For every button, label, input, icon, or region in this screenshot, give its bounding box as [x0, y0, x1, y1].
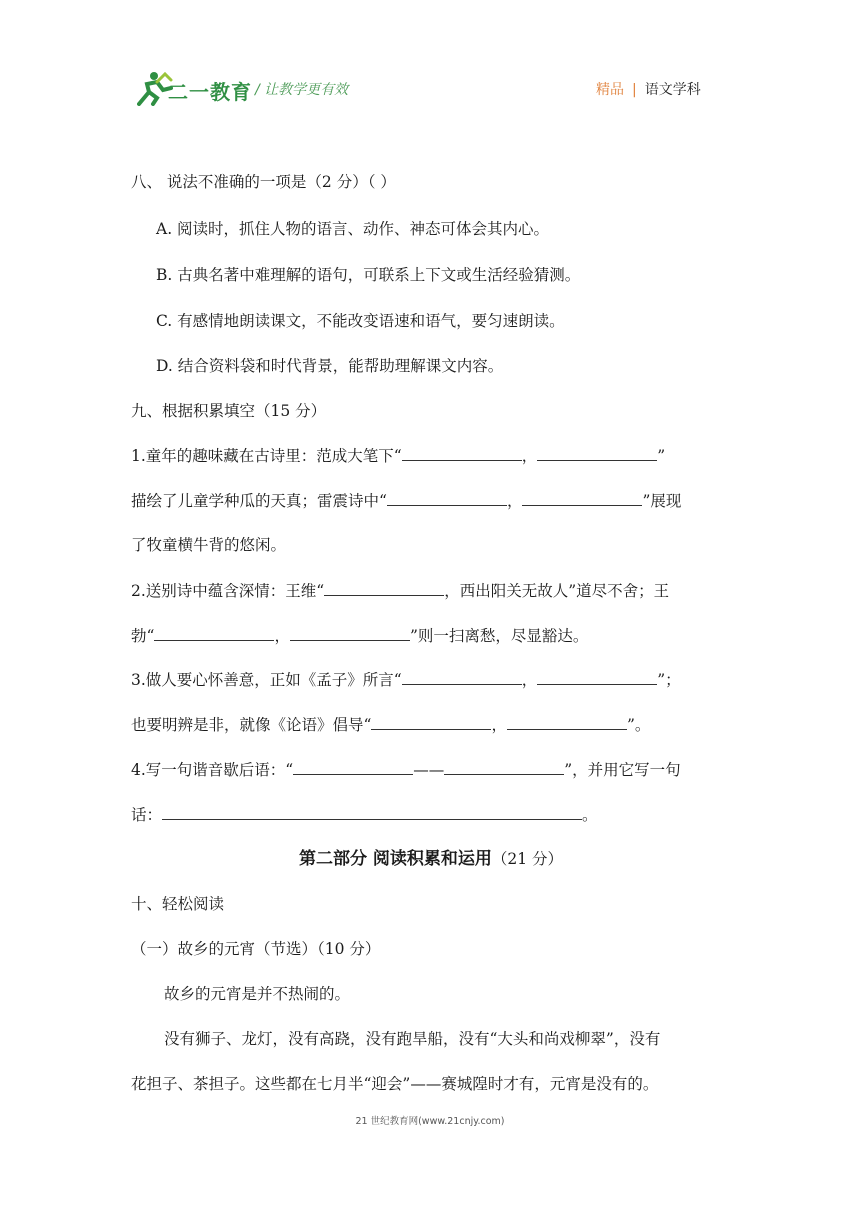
text-segment: ”。 [626, 716, 651, 734]
answer-blank[interactable] [387, 490, 507, 506]
answer-blank[interactable] [537, 445, 657, 461]
part-2-title: 第二部分 阅读积累和运用 [298, 849, 492, 869]
answer-blank[interactable] [154, 625, 274, 641]
text-segment: ， [491, 716, 507, 734]
question-9-item-2-line-2 [131, 625, 588, 646]
question-8-option-a: A. 阅读时，抓住人物的语言、动作、神态可体会其内心。 [156, 220, 550, 238]
subject-label [596, 79, 701, 99]
brand-logo-text: 二一教育 [168, 80, 252, 104]
brand-slogan: / 让教学更有效 [255, 82, 349, 98]
question-8-title: 八、 说法不准确的一项是（2 分）（ ） [131, 173, 396, 191]
text-segment: ”，并用它写一句 [564, 761, 681, 779]
answer-blank[interactable] [537, 669, 657, 685]
reading-passage-title: （一）故乡的元宵（节选）（10 分） [131, 940, 381, 958]
question-10-title: 十、轻松阅读 [131, 895, 225, 913]
text-segment: ， [521, 447, 538, 465]
question-9-item-1-line-1 [131, 445, 665, 466]
text-segment: ， [274, 627, 290, 645]
page-header [0, 0, 860, 120]
text-segment: ， [506, 492, 523, 510]
text-segment: ，西出阳关无故人”道尽不舍；王 [444, 582, 670, 600]
answer-blank[interactable] [290, 625, 410, 641]
answer-blank[interactable] [444, 759, 564, 775]
text-segment: ” [657, 447, 666, 465]
part-2-score: （21 分） [491, 850, 564, 868]
text-segment: 。 [582, 806, 598, 824]
text-segment: 4.写一句谐音歇后语：“ [131, 761, 294, 779]
subject-name: 语文学科 [644, 82, 701, 98]
text-segment: 1.童年的趣味藏在古诗里：范成大笔下“ [131, 447, 402, 465]
answer-blank[interactable] [162, 804, 582, 820]
passage-paragraph-2-line-1: 没有狮子、龙灯，没有高跷，没有跑旱船，没有“大头和尚戏柳翠”，没有 [164, 1030, 661, 1048]
question-9-item-4-line-2 [131, 804, 598, 825]
premium-label: 精品 [596, 82, 624, 98]
question-9-item-1-line-2 [131, 490, 681, 511]
answer-blank[interactable] [293, 759, 413, 775]
passage-paragraph-1: 故乡的元宵是并不热闹的。 [164, 985, 351, 1003]
text-segment: 话： [131, 806, 163, 824]
text-segment: ， [521, 671, 538, 689]
brand-separator: | [632, 82, 637, 98]
text-segment: ”； [657, 671, 681, 689]
text-segment: 描绘了儿童学种瓜的天真；雷震诗中“ [131, 492, 387, 510]
passage-paragraph-2-line-2: 花担子、茶担子。这些都在七月半“迎会”——赛城隍时才有，元宵是没有的。 [131, 1075, 659, 1093]
text-segment: —— [413, 761, 445, 779]
answer-blank[interactable] [507, 714, 627, 730]
text-segment: 勃“ [131, 627, 155, 645]
question-9-title: 九、根据积累填空（15 分） [131, 402, 327, 420]
question-9-item-2-line-1 [131, 580, 669, 601]
text-segment: ”展现 [642, 492, 682, 510]
text-segment: 2.送别诗中蕴含深情：王维“ [131, 582, 325, 600]
answer-blank[interactable] [402, 445, 522, 461]
part-2-heading [131, 848, 731, 870]
question-8-option-d: D. 结合资料袋和时代背景，能帮助理解课文内容。 [156, 357, 504, 375]
answer-blank[interactable] [522, 490, 642, 506]
text-segment: ”则一扫离愁，尽显豁达。 [409, 627, 589, 645]
question-9-item-1-line-3: 了牧童横牛背的悠闲。 [131, 536, 287, 554]
question-8-option-b: B. 古典名著中难理解的语句，可联系上下文或生活经验猜测。 [156, 266, 581, 284]
text-segment: 3.做人要心怀善意，正如《孟子》所言“ [131, 671, 402, 689]
question-9-item-4-line-1 [131, 759, 681, 780]
answer-blank[interactable] [402, 669, 522, 685]
question-9-item-3-line-2 [131, 714, 650, 735]
text-segment: 也要明辨是非，就像《论语》倡导“ [131, 716, 372, 734]
question-9-item-3-line-1 [131, 669, 681, 690]
answer-blank[interactable] [324, 580, 444, 596]
page-footer: 21 世纪教育网(www.21cnjy.com) [355, 1116, 505, 1127]
answer-blank[interactable] [371, 714, 491, 730]
question-8-option-c: C. 有感情地朗读课文，不能改变语速和语气，要匀速朗读。 [156, 312, 565, 330]
